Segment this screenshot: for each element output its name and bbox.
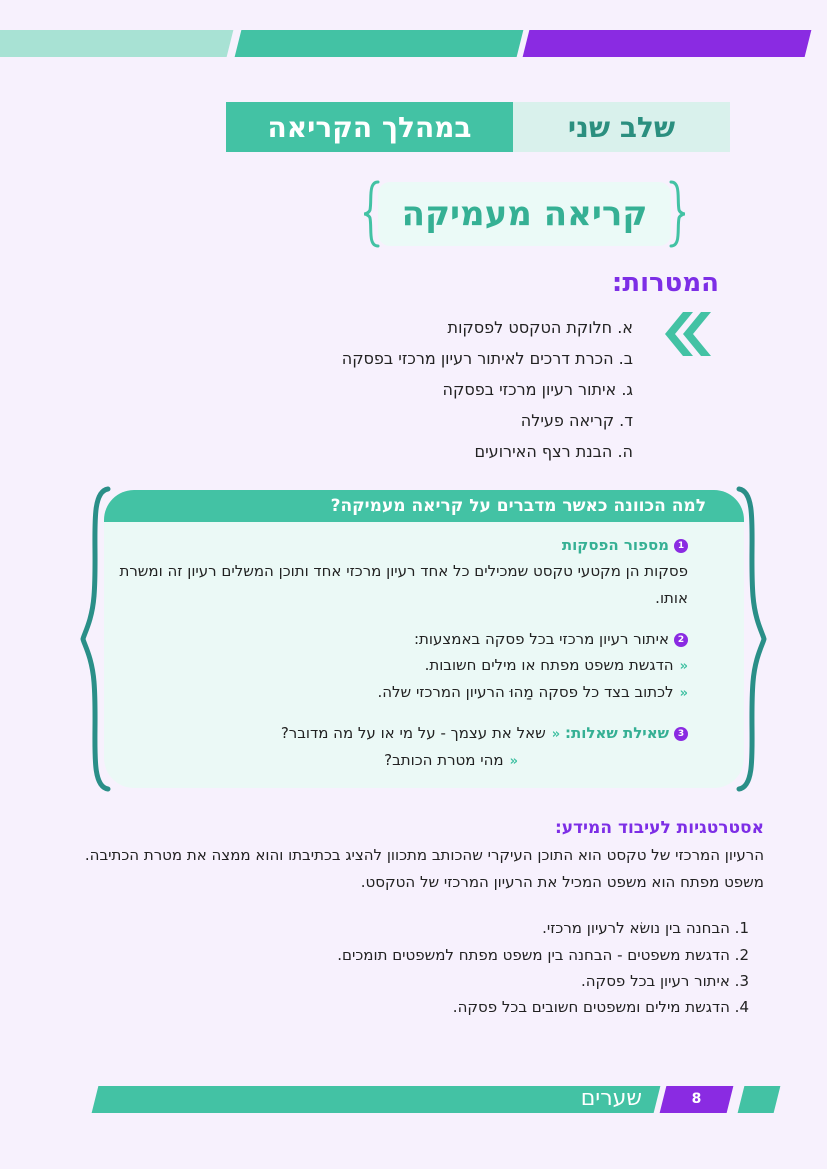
goal-item: ה. הבנת רצף האירועים: [474, 442, 633, 461]
goal-item: א. חלוקת הטקסט לפסקות: [447, 318, 633, 337]
section1-header: [562, 536, 688, 554]
double-chevron-left-icon: «: [679, 686, 688, 701]
section1-title: מספור הפסקות: [561, 536, 669, 554]
double-chevron-left-icon: «: [679, 659, 688, 674]
strategy-item: 4. הדגשת מילים ומשפטים חשובים בכל פסקה.: [452, 998, 749, 1016]
footer-brand: שערים: [580, 1086, 642, 1111]
double-chevron-left-icon: «: [509, 754, 518, 769]
info-box-heading: למה הכוונה כאשר מדברים על קריאה מעמיקה?: [104, 490, 744, 522]
section2-bullet: «לכתוב בצד כל פסקה מַהוּ הרעיון המרכזי שלה.: [377, 683, 688, 701]
title-bracket-right: [667, 180, 687, 248]
section3-line1: 3שאילת שאלות: «שאל את עצמך - על מי או על מה מדובר?: [281, 724, 688, 742]
page-number: 8: [691, 1091, 702, 1107]
strategy-item: 1. הבחנה בין נושׂא לרעיון מרכזי.: [542, 919, 749, 937]
footer-bar-main: [92, 1086, 661, 1113]
footer-bar-end: [738, 1086, 781, 1113]
goals-title: המטרות:: [611, 268, 719, 298]
top-bar-purple: [523, 30, 812, 57]
section-number-badge: 1: [674, 539, 688, 553]
section3-line2: «מהי מטרת הכותב?: [384, 751, 518, 769]
strategy-item: 3. איתור רעיון בכל פסקה.: [580, 972, 749, 990]
strategies-text: הרעיון המרכזי של טקסט הוא התוכן העיקרי שהכותב מתכוון להציג בכתיבתו והוא ממצה את מטרת הכתיבה. משפט מפתח הוא משפט המכיל את הרעיון המרכזי של הטקסט.: [84, 846, 764, 891]
section3-title: שאילת שאלות:: [564, 724, 669, 742]
stage-title: במהלך הקריאה: [226, 102, 513, 152]
goal-item: ב. הכרת דרכים לאיתור רעיון מרכזי בפסקה: [341, 349, 633, 368]
section2-header: [414, 630, 688, 648]
box-brace-left: [80, 486, 112, 792]
section2-title: איתור רעיון מרכזי בכל פסקה באמצעות:: [414, 630, 669, 648]
section-number-badge: 3: [674, 727, 688, 741]
top-bar-light: [0, 30, 233, 57]
double-chevron-left-icon: [659, 310, 711, 358]
strategies-title: אסטרטגיות לעיבוד המידע:: [554, 818, 764, 838]
title-bracket-left: [362, 180, 382, 248]
goal-item: ד. קריאה פעילה: [520, 411, 633, 430]
section2-bullet: «הדגשת משפט מפתח או מילים חשובות.: [424, 656, 688, 674]
stage-label: שלב שני: [513, 102, 730, 152]
strategy-item: 2. הדגשת משפטים - הבחנה בין משפט מפתח למשפטים תומכים.: [337, 946, 749, 964]
goal-item: ג. איתור רעיון מרכזי בפסקה: [442, 380, 633, 399]
top-bar-teal: [235, 30, 524, 57]
section-number-badge: 2: [674, 633, 688, 647]
page-title: קריאה מעמיקה: [378, 182, 671, 246]
section1-text: פסקות הן מקטעי טקסט שמכילים כל אחד רעיון מרכזי אחד ותוכן המשלים רעיון זה ומשרת אותו.: [119, 562, 688, 607]
double-chevron-left-icon: «: [551, 727, 561, 742]
box-brace-right: [735, 486, 767, 792]
